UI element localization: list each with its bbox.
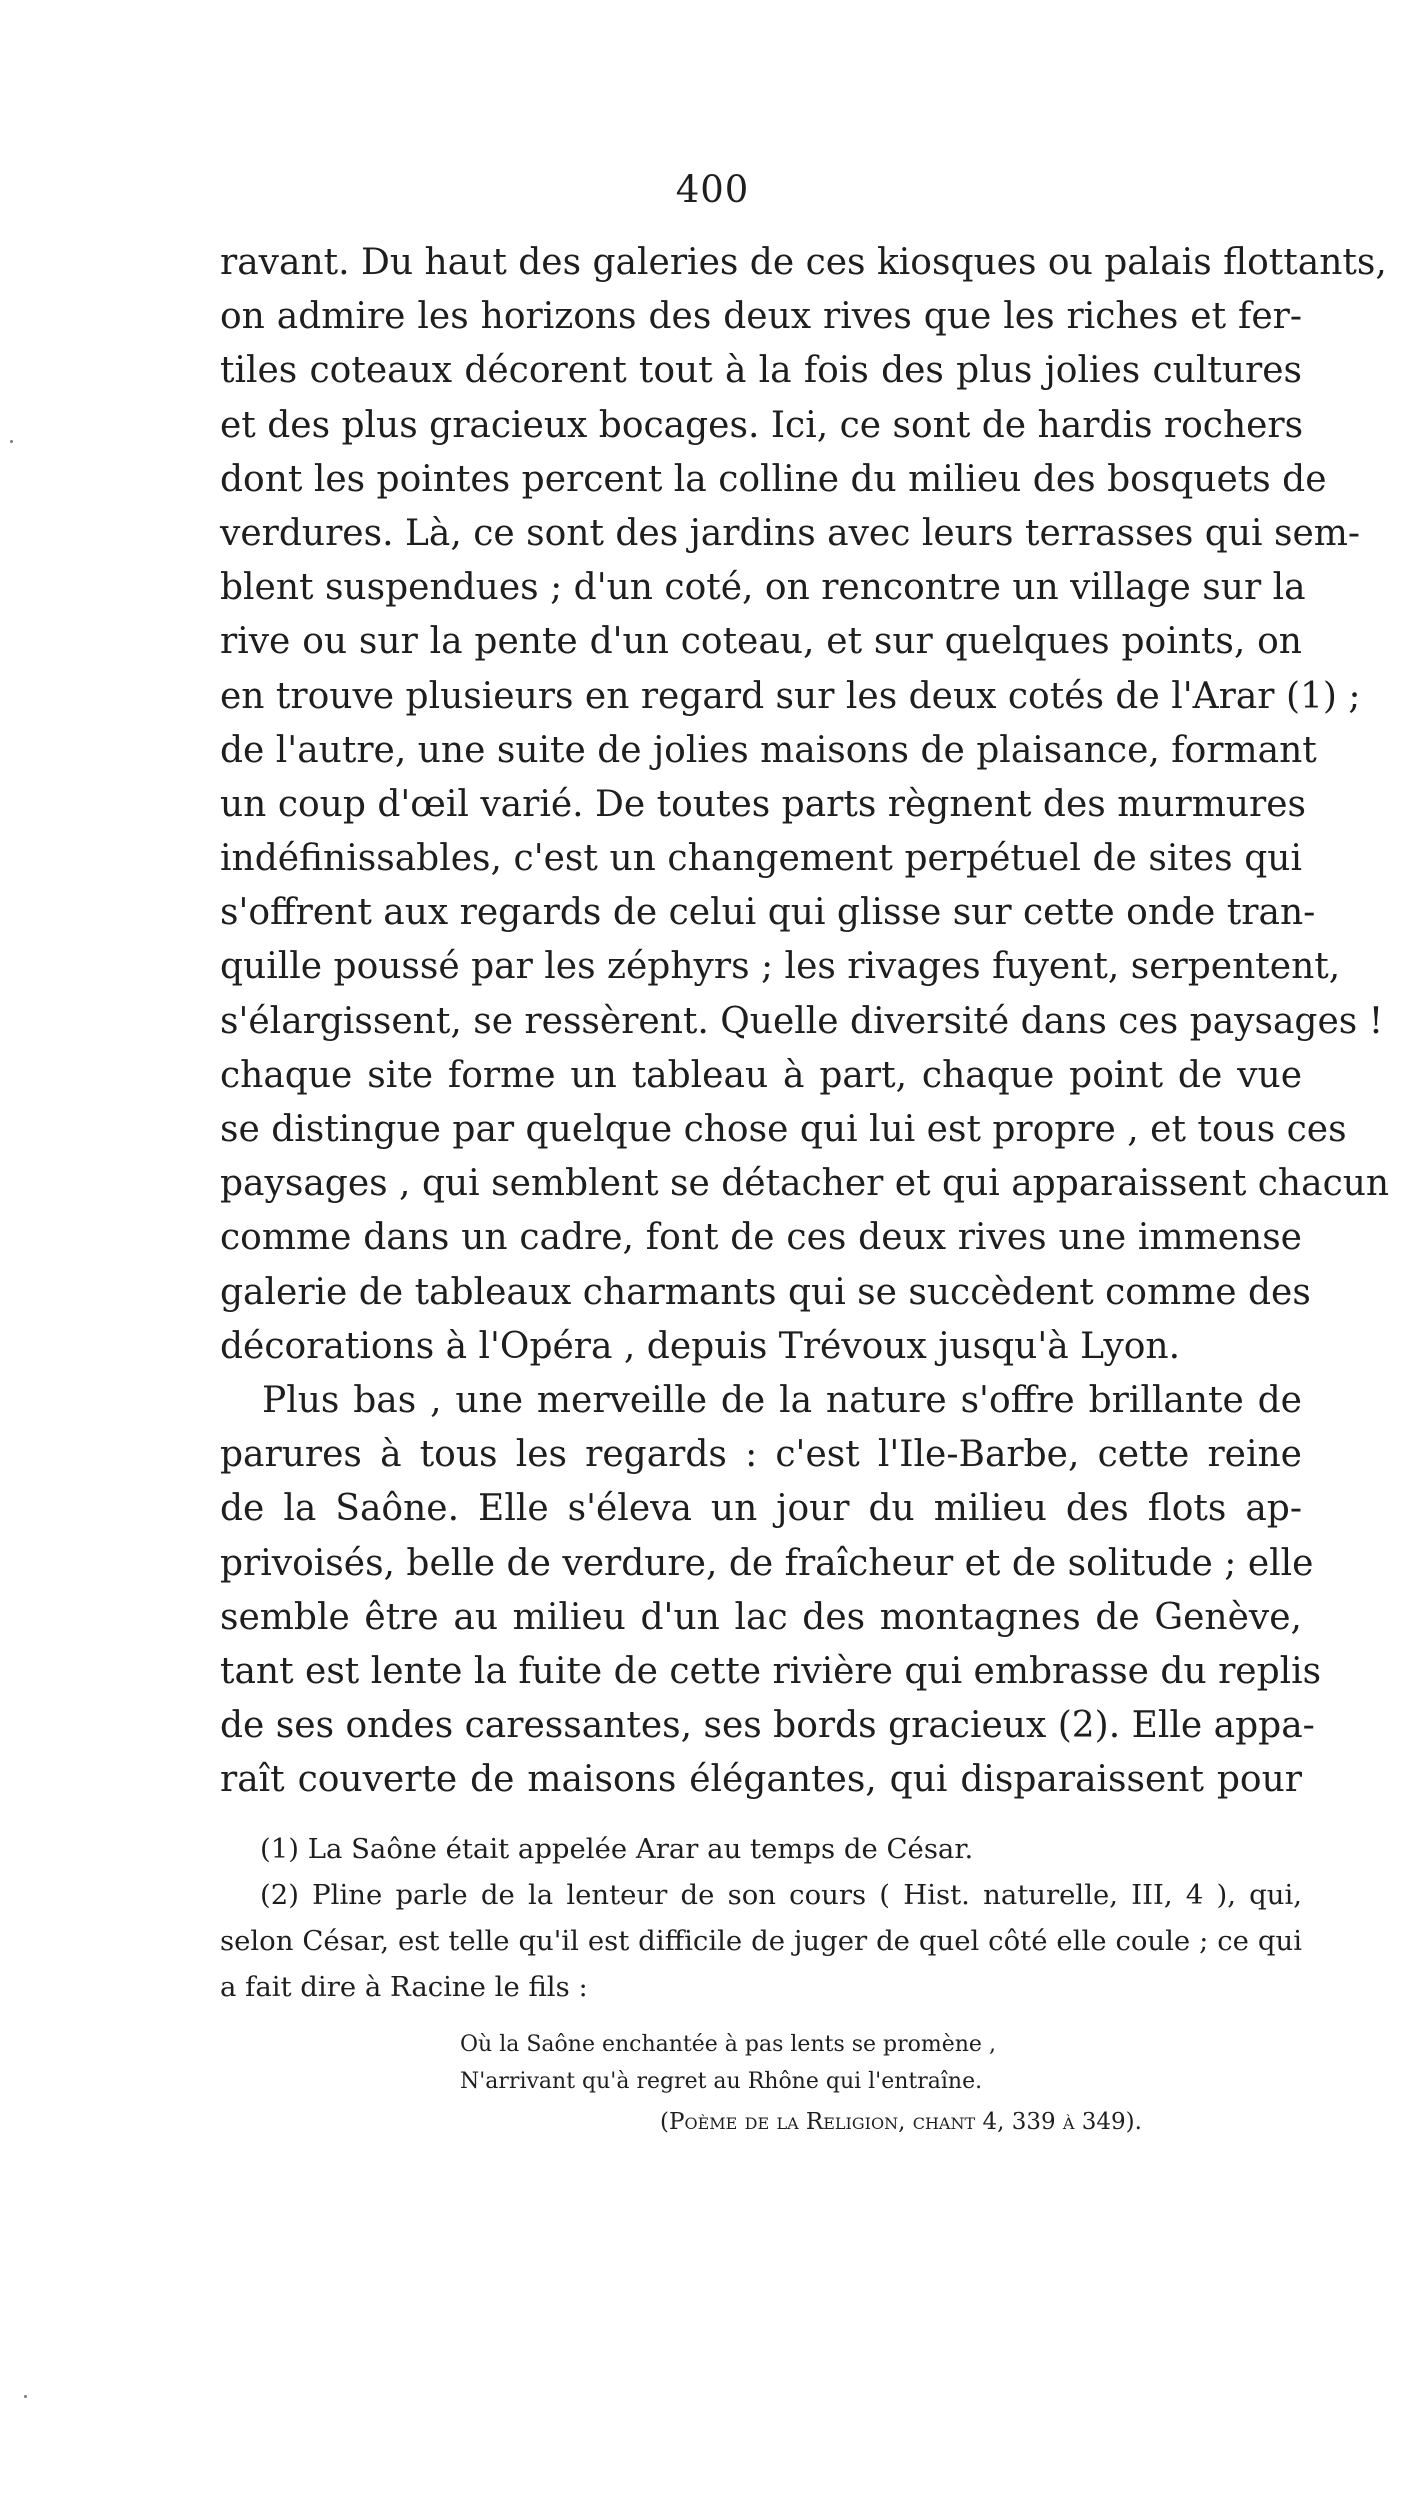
body-line: dont les pointes percent la colline du milieu des bosquets de <box>220 458 1327 500</box>
body-line: galerie de tableaux charmants qui se succèdent comme des <box>220 1271 1311 1313</box>
footnote-2-line: a fait dire à Racine le fils : <box>220 1971 588 2003</box>
body-line: ravant. Du haut des galeries de ces kiosques ou palais flottants, <box>220 242 1387 283</box>
body-line: un coup d'œil varié. De toutes parts règnent des murmures <box>220 783 1307 825</box>
body-line: privoisés, belle de verdure, de fraîcheur et de solitude ; elle <box>220 1542 1314 1584</box>
body-line: Plus bas , une merveille de la nature s'offre brillante de <box>262 1379 1302 1421</box>
body-line: de l'autre, une suite de jolies maisons de plaisance, formant <box>220 729 1317 771</box>
scan-mark <box>24 2395 27 2398</box>
body-line: quille poussé par les zéphyrs ; les rivages fuyent, serpentent, <box>220 946 1341 988</box>
body-line: de ses ondes caressantes, ses bords gracieux (2). Elle appa- <box>220 1705 1315 1747</box>
footnote-2-line: selon César, est telle qu'il est difficile de juger de quel côté elle coule ; ce qui <box>220 1925 1302 1957</box>
footnotes <box>220 1826 1302 2010</box>
body-line: comme dans un cadre, font de ces deux rives une immense <box>220 1217 1302 1259</box>
body-line: raît couverte de maisons élégantes, qui disparaissent pour <box>220 1759 1302 1801</box>
body-line: blent suspendues ; d'un coté, on rencontre un village sur la <box>220 567 1306 609</box>
body-line: et des plus gracieux bocages. Ici, ce sont de hardis rochers <box>220 404 1304 446</box>
body-line: verdures. Là, ce sont des jardins avec leurs terrasses qui sem- <box>220 512 1361 554</box>
verse-line-2: N'arrivant qu'à regret au Rhône qui l'entraîne. <box>460 2069 983 2094</box>
body-line: décorations à l'Opéra , depuis Trévoux jusqu'à Lyon. <box>220 1325 1181 1367</box>
body-line: semble être au milieu d'un lac des montagnes de Genève, <box>220 1596 1302 1638</box>
body-line: s'élargissent, se ressèrent. Quelle diversité dans ces paysages ! <box>220 1000 1384 1042</box>
body-line: tiles coteaux décorent tout à la fois des plus jolies cultures <box>220 350 1302 392</box>
body-line: tant est lente la fuite de cette rivière qui embrasse du replis <box>220 1650 1322 1692</box>
body-line: s'offrent aux regards de celui qui glisse sur cette onde tran- <box>220 892 1316 934</box>
body-line: de la Saône. Elle s'éleva un jour du milieu des flots ap- <box>220 1488 1302 1530</box>
verse-line-1: Où la Saône enchantée à pas lents se promène , <box>460 2032 996 2057</box>
page-number: 400 <box>675 168 750 211</box>
footnote-2: (2) Pline parle de la lenteur de son cours ( Hist. naturelle, III, 4 ), qui, <box>260 1879 1302 1911</box>
body-line: paysages , qui semblent se détacher et qui apparaissent chacun <box>220 1163 1390 1205</box>
body-line: indéfinissables, c'est un changement perpétuel de sites qui <box>220 838 1302 880</box>
body-line: rive ou sur la pente d'un coteau, et sur quelques points, on <box>220 621 1302 663</box>
scan-mark <box>10 440 13 443</box>
body-line: se distingue par quelque chose qui lui est propre , et tous ces <box>220 1109 1347 1150</box>
body-text <box>220 236 1390 1807</box>
body-line: chaque site forme un tableau à part, chaque point de vue <box>220 1054 1302 1096</box>
quote-source: (Poème de la Religion, chant 4, 339 à 349). <box>660 2109 1142 2135</box>
footnote-1: (1) La Saône était appelée Arar au temps de César. <box>260 1833 974 1865</box>
body-line: parures à tous les regards : c'est l'Ile-Barbe, cette reine <box>220 1434 1302 1476</box>
body-line: on admire les horizons des deux rives que les riches et fer- <box>220 296 1302 338</box>
body-line: en trouve plusieurs en regard sur les deux cotés de l'Arar (1) ; <box>220 675 1361 717</box>
